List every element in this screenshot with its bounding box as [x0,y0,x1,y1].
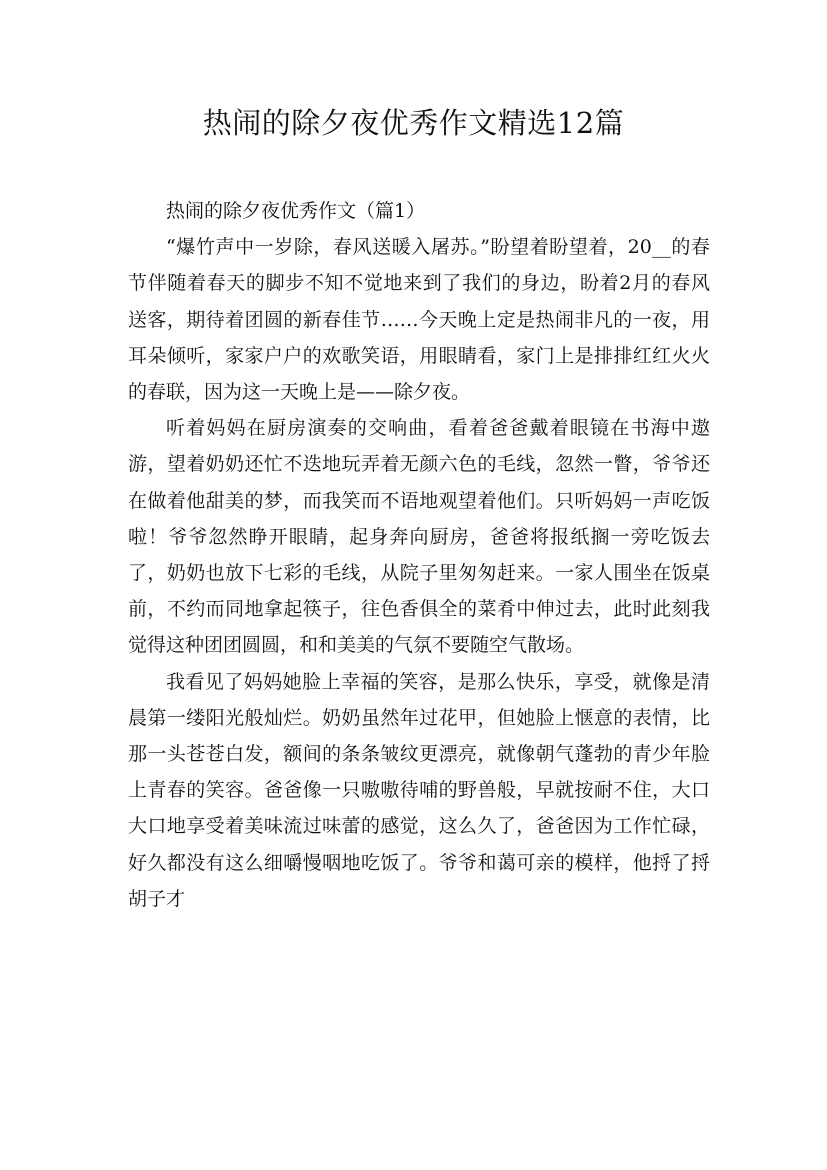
paragraph: 我看见了妈妈她脸上幸福的笑容，是那么快乐，享受，就像是清晨第一缕阳光般灿烂。奶奶虽然年过花甲，但她脸上惬意的表情，比那一头苍苍白发，额间的条条皱纹更漂亮，就像朝气蓬勃的青少年脸上青春的笑容。爸爸像一只嗷嗷待哺的野兽般，早就按耐不住，大口大口地享受着美味流过味蕾的感觉，这么久了，爸爸因为工作忙碌，好久都没有这么细嚼慢咽地吃饭了。爷爷和蔼可亲的模样，他捋了捋胡子才 [128,670,710,910]
section-heading: 热闹的除夕夜优秀作文（篇1） [166,200,426,222]
document-body [128,193,710,917]
paragraph: 听着妈妈在厨房演奏的交响曲，看着爸爸戴着眼镜在书海中遨游，望着奶奶还忙不迭地玩弄着无颜六色的毛线，忽然一瞥，爷爷还在做着他甜美的梦，而我笑而不语地观望着他们。只听妈妈一声吃饭啦！爷爷忽然睁开眼睛，起身奔向厨房，爸爸将报纸搁一旁吃饭去了，奶奶也放下七彩的毛线，从院子里匆匆赶来。一家人围坐在饭桌前，不约而同地拿起筷子，往色香俱全的菜肴中伸过去，此时此刻我觉得这种团团圆圆，和和美美的气氛不要随空气散场。 [128,417,710,657]
paragraph: “爆竹声中一岁除，春风送暖入屠苏。”盼望着盼望着，20__的春节伴随着春天的脚步不知不觉地来到了我们的身边，盼着2月的春风送客，期待着团圆的新春佳节……今天晚上定是热闹非凡的一夜，用耳朵倾听，家家户户的欢歌笑语，用眼睛看，家门上是排排红红火火的春联，因为这一天晚上是——除夕夜。 [128,236,710,404]
document-title: 热闹的除夕夜优秀作文精选12篇 [202,106,625,140]
